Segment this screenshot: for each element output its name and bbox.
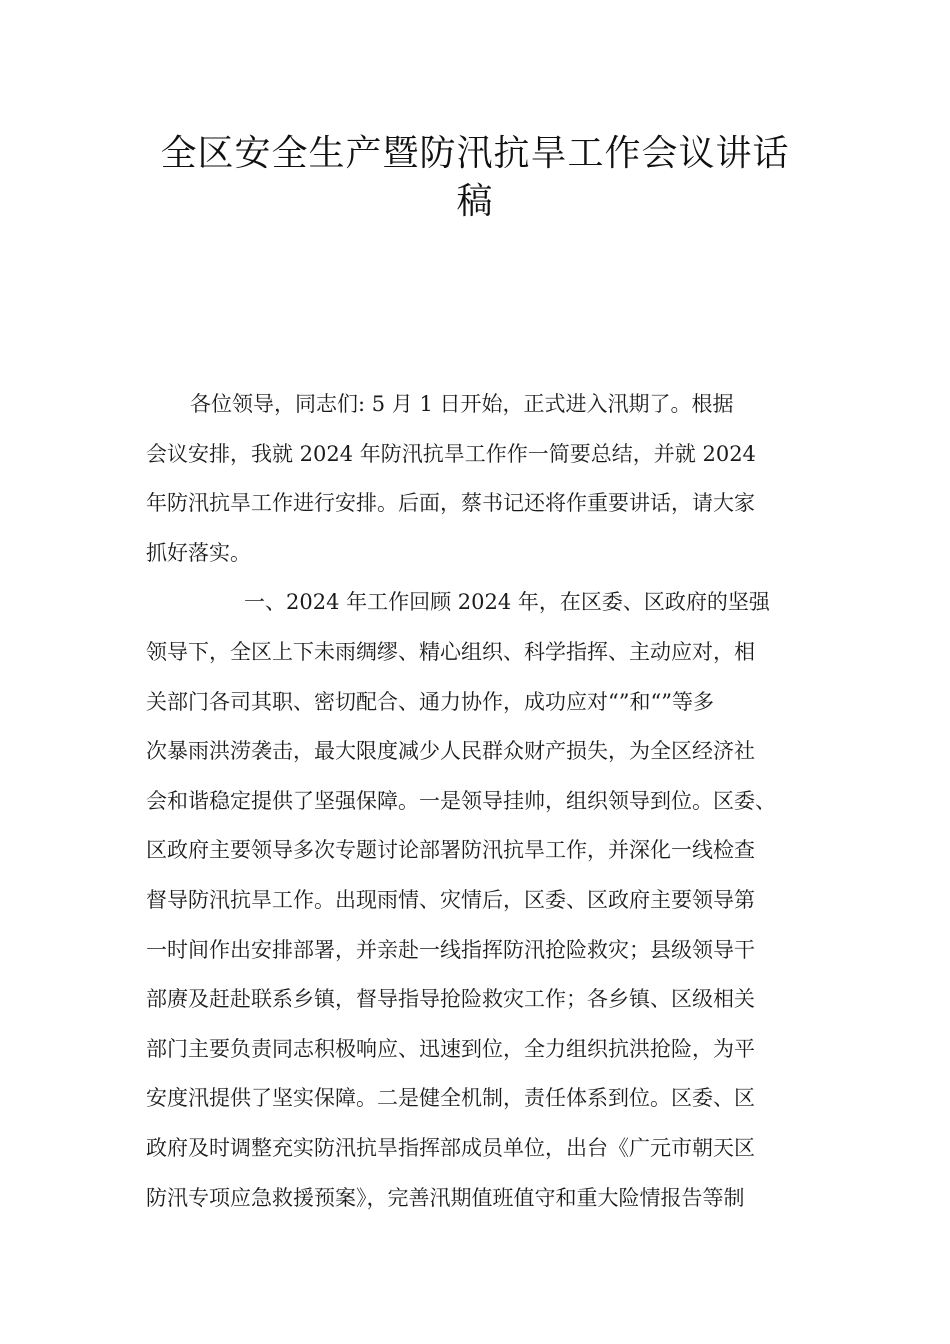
body-line: 部门主要负责同志积极响应、迅速到位，全力组织抗洪抢险，为平 bbox=[146, 1036, 755, 1061]
body-line: 关部门各司其职、密切配合、通力协作，成功应对“”和“”等多 bbox=[146, 689, 714, 714]
body-line: 督导防汛抗旱工作。出现雨情、灾情后，区委、区政府主要领导第 bbox=[146, 887, 755, 912]
section-heading-line: 一、2024 年工作回顾 2024 年，在区委、区政府的坚强 bbox=[244, 590, 770, 615]
body-line: 安度汛提供了坚实保障。二是健全机制，责任体系到位。区委、区 bbox=[146, 1086, 755, 1111]
body-line: 年防汛抗旱工作进行安排。后面，蔡书记还将作重要讲话，请大家 bbox=[146, 491, 755, 516]
body-line: 次暴雨洪涝袭击，最大限度减少人民群众财产损失，为全区经济社 bbox=[146, 739, 755, 764]
body-line: 一时间作出安排部署，并亲赴一线指挥防汛抢险救灾；县级领导干 bbox=[146, 937, 755, 962]
title-line-1: 全区安全生产暨防汛抗旱工作会议讲话 bbox=[160, 133, 790, 174]
document-title bbox=[0, 130, 950, 226]
body-line: 会议安排，我就 2024 年防汛抗旱工作作一简要总结，并就 2024 bbox=[146, 441, 756, 466]
document-body bbox=[146, 380, 816, 1223]
body-line: 抓好落实。 bbox=[146, 540, 251, 565]
body-line: 防汛专项应急救援预案》，完善汛期值班值守和重大险情报告等制 bbox=[146, 1185, 745, 1210]
body-line: 领导下，全区上下未雨绸缪、精心组织、科学指挥、主动应对，相 bbox=[146, 639, 755, 664]
body-line: 政府及时调整充实防汛抗旱指挥部成员单位，出台《广元市朝天区 bbox=[146, 1135, 755, 1160]
body-line: 部赓及赶赴联系乡镇，督导指导抢险救灾工作；各乡镇、区级相关 bbox=[146, 987, 755, 1012]
body-line: 区政府主要领导多次专题讨论部署防汛抗旱工作，并深化一线检查 bbox=[146, 838, 755, 863]
title-line-2: 稿 bbox=[456, 181, 494, 222]
body-line: 各位领导，同志们: 5 月 1 日开始，正式进入汛期了。根据 bbox=[190, 392, 734, 416]
body-line: 会和谐稳定提供了坚强保障。一是领导挂帅，组织领导到位。区委、 bbox=[146, 788, 776, 813]
